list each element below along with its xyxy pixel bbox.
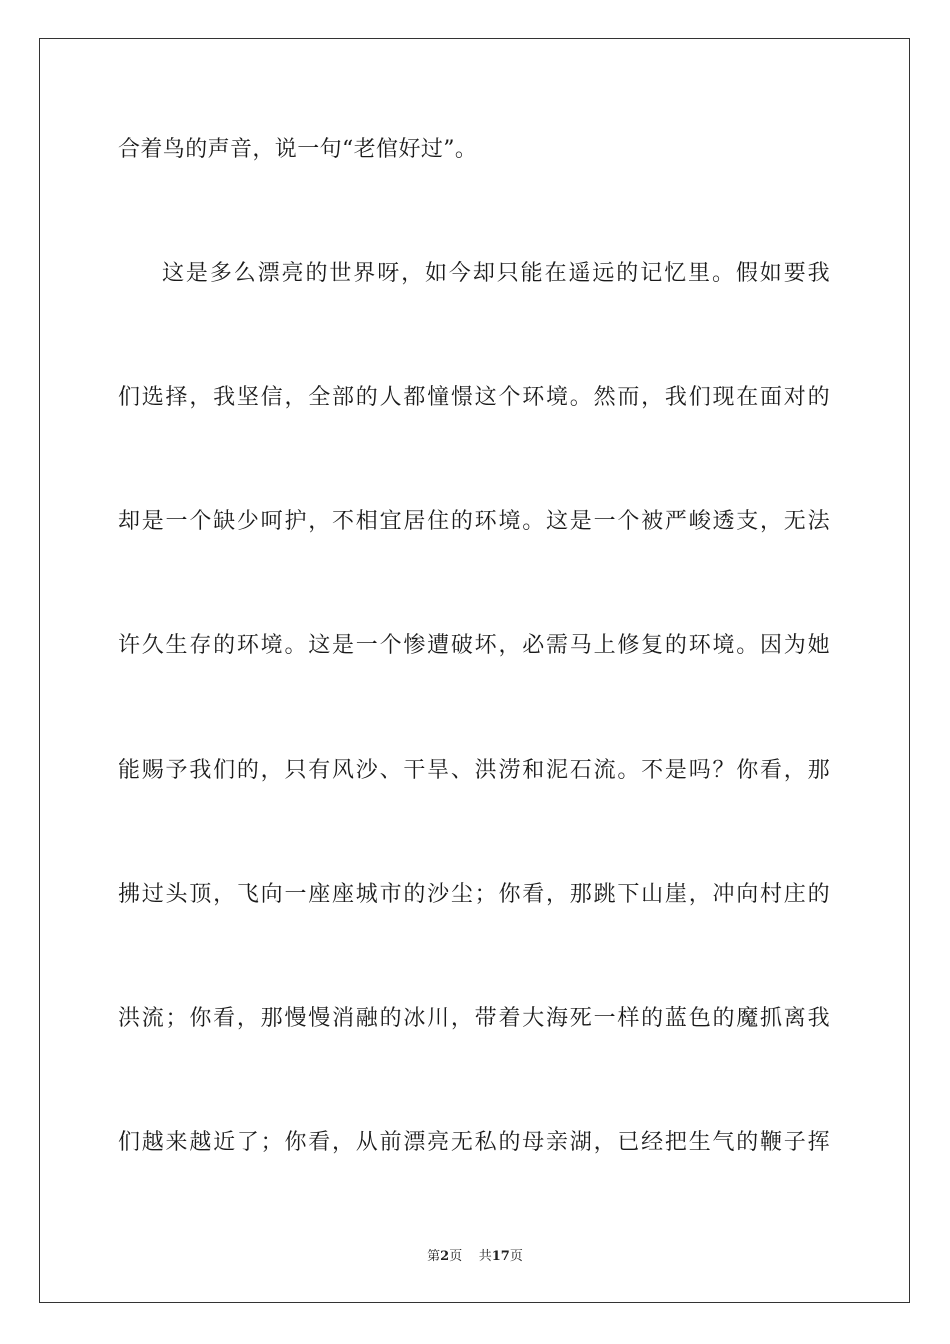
footer-total-suffix: 页 — [509, 1249, 523, 1264]
paragraph-line-4: 却是一个缺少呵护，不相宜居住的环境。这是一个被严峻透支，无法 — [118, 509, 830, 534]
paragraph-line-7: 拂过头顶，飞向一座座城市的沙尘；你看，那跳下山崖，冲向村庄的 — [118, 882, 830, 907]
paragraph-line-9: 们越来越近了；你看，从前漂亮无私的母亲湖，已经把生气的鞭子挥 — [118, 1130, 830, 1155]
footer-total-prefix: 共 — [478, 1249, 492, 1264]
page-border — [39, 38, 910, 1303]
paragraph-line-3: 们选择，我坚信，全部的人都憧憬这个环境。然而，我们现在面对的 — [118, 385, 830, 410]
page-footer — [0, 1248, 950, 1266]
paragraph-line-2: 这是多么漂亮的世界呀，如今却只能在遥远的记忆里。假如要我 — [162, 261, 830, 286]
footer-total-pages: 17 — [491, 1249, 510, 1264]
paragraph-line-6: 能赐予我们的，只有风沙、干旱、洪涝和泥石流。不是吗？你看，那 — [118, 758, 830, 783]
paragraph-line-5: 许久生存的环境。这是一个惨遭破坏，必需马上修复的环境。因为她 — [118, 633, 830, 658]
paragraph-line-8: 洪流；你看，那慢慢消融的冰川，带着大海死一样的蓝色的魔抓离我 — [118, 1006, 830, 1031]
footer-page-number: 2 — [440, 1249, 450, 1264]
footer-page-prefix: 第 — [427, 1249, 441, 1264]
paragraph-line-1: 合着鸟的声音，说一句“老倌好过”。 — [118, 137, 478, 162]
footer-page-suffix: 页 — [449, 1249, 463, 1264]
